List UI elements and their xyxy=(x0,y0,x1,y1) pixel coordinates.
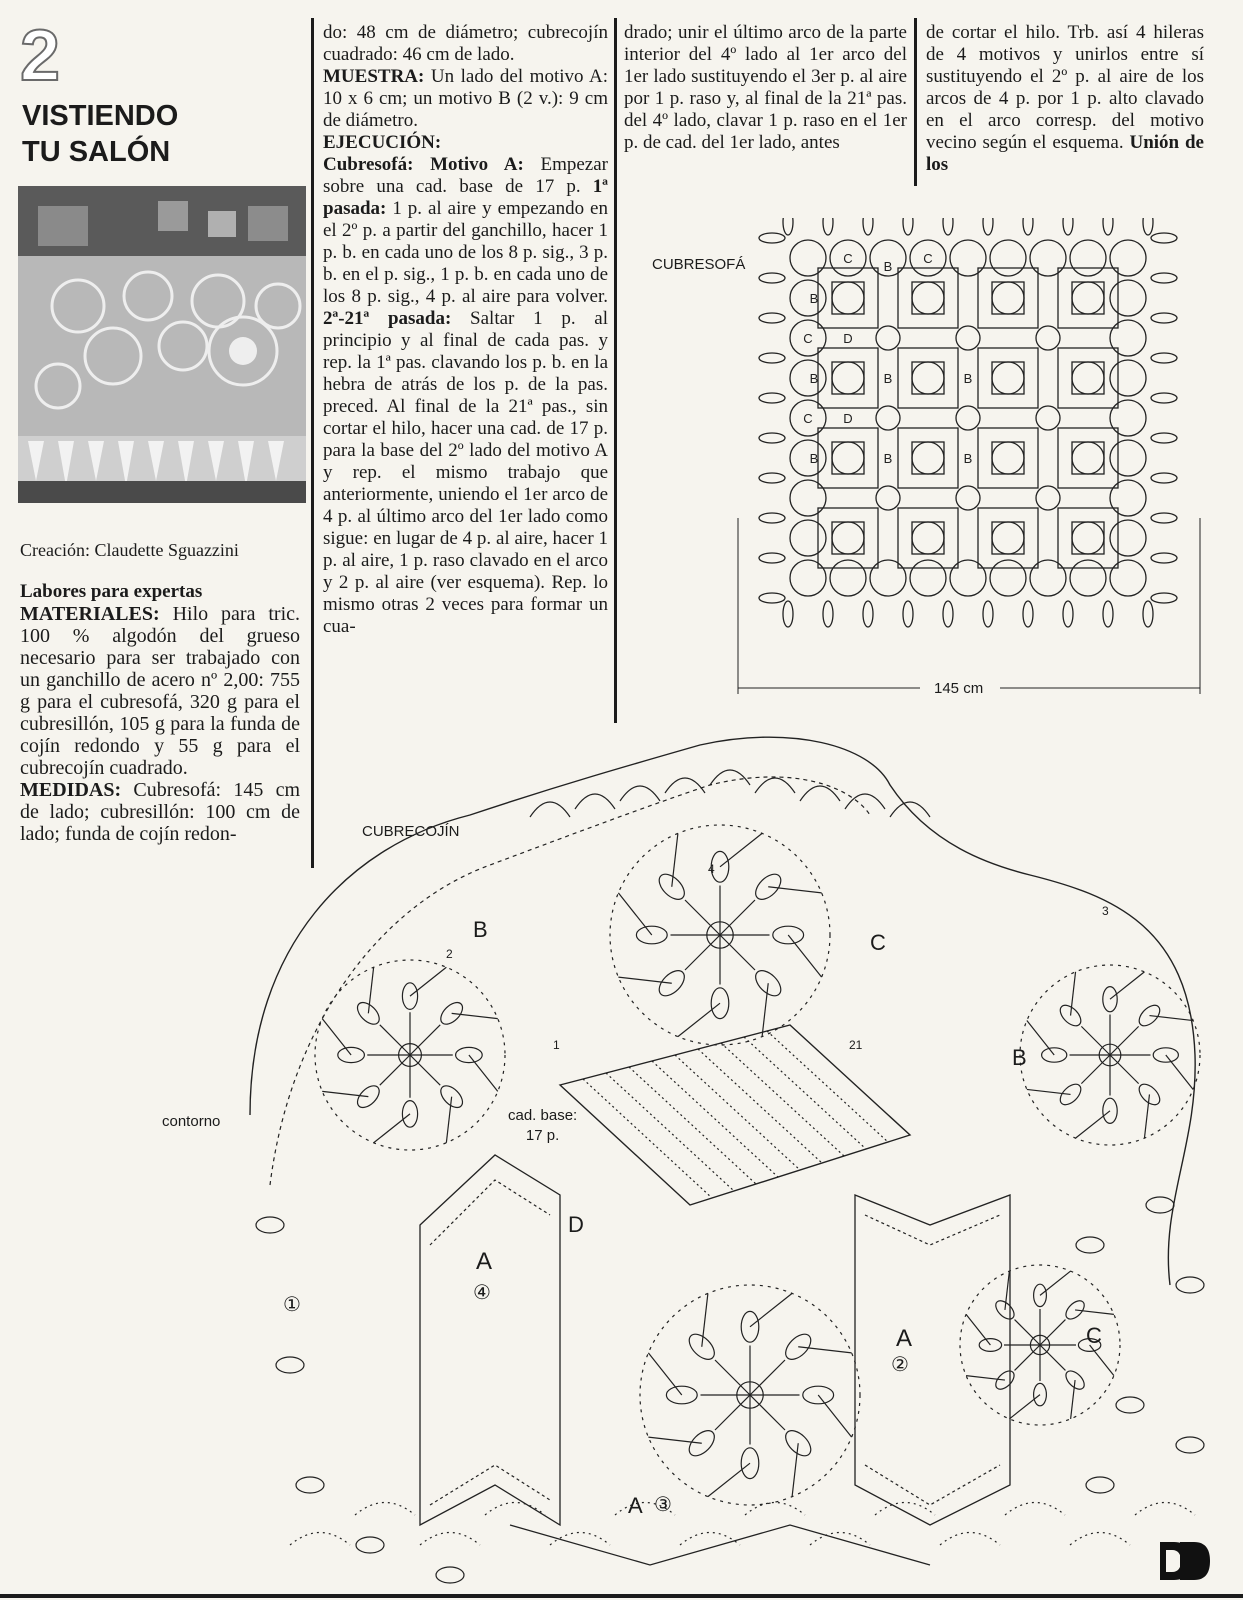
union-label: Unión de los xyxy=(926,132,1204,175)
svg-text:C: C xyxy=(923,251,933,266)
materials-label: MATERIALES: xyxy=(20,603,160,625)
motif-a-text: Empezar sobre una cad. base de 17 p. xyxy=(323,154,608,197)
row-4-marker: 4 xyxy=(708,862,715,876)
round-1-marker: ① xyxy=(283,1294,301,1316)
materials-text: Hilo para tric. 100 % algodón del grueso necesario para ser trabajado con un ganchillo de acero nº 2,00: 755 g para el cubresofá, 320 g para el cubresillón, 105 g para la funda de cojín redondo y 55 g para el cubrecojín cuadrado. xyxy=(20,603,300,779)
motif-a-label-left: A xyxy=(476,1248,493,1275)
svg-text:C: C xyxy=(803,411,813,426)
column-rule-3 xyxy=(914,18,917,186)
skill-level: Labores para expertas xyxy=(20,581,203,602)
motif-b-label-right: B xyxy=(1012,1045,1027,1070)
cubresofa-grid-diagram xyxy=(730,218,1210,708)
row-2-marker: 2 xyxy=(446,947,453,961)
title-line-2: TU SALÓN xyxy=(22,136,171,168)
row-1-label: 1ª pasada: xyxy=(323,176,608,219)
svg-text:B: B xyxy=(809,371,819,386)
svg-text:B: B xyxy=(883,371,893,386)
contour-label: contorno xyxy=(162,1113,221,1130)
article-title xyxy=(22,98,178,170)
motif-a-label-bottom: A xyxy=(628,1493,643,1518)
sofa-diagram-title: CUBRESOFÁ xyxy=(652,256,746,273)
column-3-text: drado; unir el último arco de la parte interior del 4º lado al 1er arco del 1er lado sustituyendo el 3er p. al aire por 1 p. raso y, al final de la 21ª pas. del 4º lado, clavar 1 p. raso en el 1er p. de cad. del 1er lado, antes xyxy=(624,22,907,153)
column-2 xyxy=(323,22,608,638)
page-bottom-rule xyxy=(0,1594,1243,1598)
svg-text:B: B xyxy=(963,451,973,466)
motif-c-label-top: C xyxy=(870,930,886,955)
designer-credit: Creación: Claudette Sguazzini xyxy=(20,540,239,560)
row-3-marker: 3 xyxy=(1102,904,1109,918)
svg-text:B: B xyxy=(809,291,819,306)
svg-text:D: D xyxy=(843,411,853,426)
round-2-marker: ② xyxy=(891,1354,909,1376)
round-4-marker: ④ xyxy=(473,1282,491,1304)
column-4 xyxy=(926,22,1204,176)
column-3 xyxy=(624,22,907,154)
motif-d-label: D xyxy=(568,1212,584,1237)
svg-text:B: B xyxy=(883,451,893,466)
cushion-diagram-title: CUBRECOJÍN xyxy=(362,823,460,840)
column-4-text: de cortar el hilo. Trb. así 4 hileras de 4 motivos y unirlos entre sí sustituyendo el 2º p. al aire de los arcos de 4 p. por 1 p. alto clavado en el arco corresp. del motivo vecino según el esquema. xyxy=(926,22,1204,153)
crochet-sofa-photo xyxy=(18,186,306,503)
row-1-text: 1 p. al aire y empezando en el 2º p. a partir del ganchillo, hacer 1 p. b. en cada uno de los 8 p. sig., 3 p. b. en el p. sig., 1 p. b. en cada uno de los 8 p. sig., 4 p. al aire para volver. xyxy=(323,198,608,307)
motif-b-label-top: B xyxy=(473,917,488,942)
measures-text: Cubresofá: 145 cm de lado; cubresillón: 100 cm de lado; funda de cojín redon- xyxy=(20,779,300,845)
sample-text: Un lado del motivo A: 10 x 6 cm; un motivo B (2 v.): 9 cm de diámetro. xyxy=(323,66,608,131)
svg-text:B: B xyxy=(883,259,893,274)
motif-c-label-right: C xyxy=(1086,1323,1102,1348)
svg-text:C: C xyxy=(843,251,853,266)
cubrecojin-crochet-chart xyxy=(230,725,1220,1595)
measures-label: MEDIDAS: xyxy=(20,779,122,801)
svg-text:D: D xyxy=(843,331,853,346)
section-number: 2 xyxy=(20,16,61,96)
base-chain-label-1: cad. base: xyxy=(508,1107,578,1124)
row-21-marker: 21 xyxy=(849,1038,863,1052)
row-2-21-text: Saltar 1 p. al principio y al final de cada pas. y rep. la 1ª pas. clavando los p. b. en la hebra de atrás de los p. de la pas. preced. Al final de la 21ª pas., sin cortar el hilo, hacer una cad. de 17 p. para la base del 2º lado del motivo A y rep. el mismo trabajo que anteriormente, uniendo el 1er arco de 4 p. al último arco del 1er lado como sigue: en lugar de 4 p. al aire, hacer 1 p. al aire, 1 p. raso clavado en el arco y 2 p. al aire (ver esquema). Rep. lo mismo otras 2 veces para formar un cua- xyxy=(323,308,609,637)
round-3-marker: ③ xyxy=(654,1494,672,1516)
sample-label: MUESTRA: xyxy=(323,66,425,87)
end-of-article-mark xyxy=(1158,1538,1210,1584)
sofa-dimension: 145 cm xyxy=(930,680,987,697)
row-1-marker: 1 xyxy=(553,1038,560,1052)
column-rule-2 xyxy=(614,18,617,723)
base-chain-label-2: 17 p. xyxy=(525,1127,560,1144)
svg-text:C: C xyxy=(803,331,813,346)
measures-continued: do: 48 cm de diámetro; cubrecojín cuadrado: 46 cm de lado. xyxy=(323,22,608,65)
svg-text:B: B xyxy=(963,371,973,386)
title-line-1: VISTIENDO xyxy=(22,100,179,132)
motif-a-label: Cubresofá: Motivo A: xyxy=(323,154,524,175)
svg-text:B: B xyxy=(809,451,819,466)
motif-a-label-right: A xyxy=(896,1325,913,1352)
row-2-21-label: 2ª-21ª pasada: xyxy=(323,308,452,329)
execution-label: EJECUCIÓN: xyxy=(323,132,442,153)
